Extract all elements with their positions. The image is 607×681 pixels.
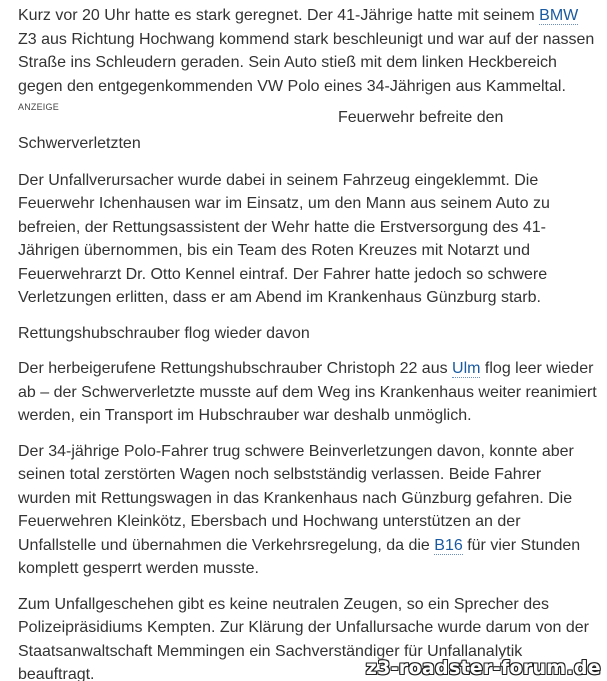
link-b16[interactable]: B16	[434, 536, 463, 554]
paragraph-text: Kurz vor 20 Uhr hatte es stark geregnet. Der 41-Jährige hatte mit seinem	[18, 7, 540, 24]
link-ulm[interactable]: Ulm	[452, 360, 481, 377]
link-bmw[interactable]: BMW	[539, 7, 579, 24]
paragraph-text: flog leer wieder ab – der Schwerverletzte musste auf dem Weg ins Krankenhaus weiter reanimiert werden, ein Transport im Hubschrauber war deshalb unmöglich.	[18, 360, 597, 424]
paragraph-polo-driver	[18, 440, 598, 581]
article-body	[18, 4, 598, 681]
subheading-rescue-part2: Schwerverletzten	[18, 135, 141, 152]
paragraph-intro	[18, 4, 598, 98]
paragraph-investigation: Zum Unfallgeschehen gibt es keine neutralen Zeugen, so ein Sprecher des Polizeipräsidiums Kempten. Zur Klärung der Unfallursache wurde darum von der Staatsanwaltschaft Memmingen ein Sachverständiger für Unfallanalytik beauftragt.	[18, 595, 589, 681]
paragraph-text: für vier Stunden komplett gesperrt werden musste.	[18, 536, 581, 577]
subheading-helicopter: Rettungshubschrauber flog wieder davon	[18, 324, 310, 342]
watermark-text: z3-roadster-forum.de	[365, 657, 601, 679]
ad-label: ANZEIGE	[18, 102, 59, 112]
paragraph-text: Der herbeigerufene Rettungshubschrauber Christoph 22 aus	[18, 360, 453, 377]
ad-row	[18, 98, 598, 130]
paragraph-helicopter	[18, 357, 598, 428]
subheading-rescue-part1: Feuerwehr befreite den	[338, 109, 504, 126]
paragraph-text: Der 34-jährige Polo-Fahrer trug schwere Beinverletzungen davon, konnte aber seinen total zerstörten Wagen noch selbstständig verlassen. Beide Fahrer wurden mit Rettungswagen in das Krankenhaus nach Günzburg gefahren. Die Feuerwehren Kleinkötz, Ebersbach und Hochwang unterstützen an der Unfallstelle und übernahmen die Verkehrsregelung, da die	[18, 442, 574, 554]
paragraph-rescue: Der Unfallverursacher wurde dabei in seinem Fahrzeug eingeklemmt. Die Feuerwehr Ichenhausen war im Einsatz, um den Mann aus seinem Auto zu befreien, der Rettungsassistent der Wehr hatte die Erstversorgung des 41-Jährigen übernommen, bis ein Team des Roten Kreuzes mit Notarzt und Feuerwehrarzt Dr. Otto Kennel eintraf. Der Fahrer hatte jedoch so schwere Verletzungen erlitten, dass er am Abend im Krankenhaus Günzburg starb.	[18, 171, 550, 306]
paragraph-text: Z3 aus Richtung Hochwang kommend stark beschleunigt und war auf der nassen Straße ins Schleudern geraden. Sein Auto stieß mit dem linken Heckbereich gegen den entgegenkommenden VW Polo eines 34-Jährigen aus Kammeltal.	[18, 30, 595, 95]
